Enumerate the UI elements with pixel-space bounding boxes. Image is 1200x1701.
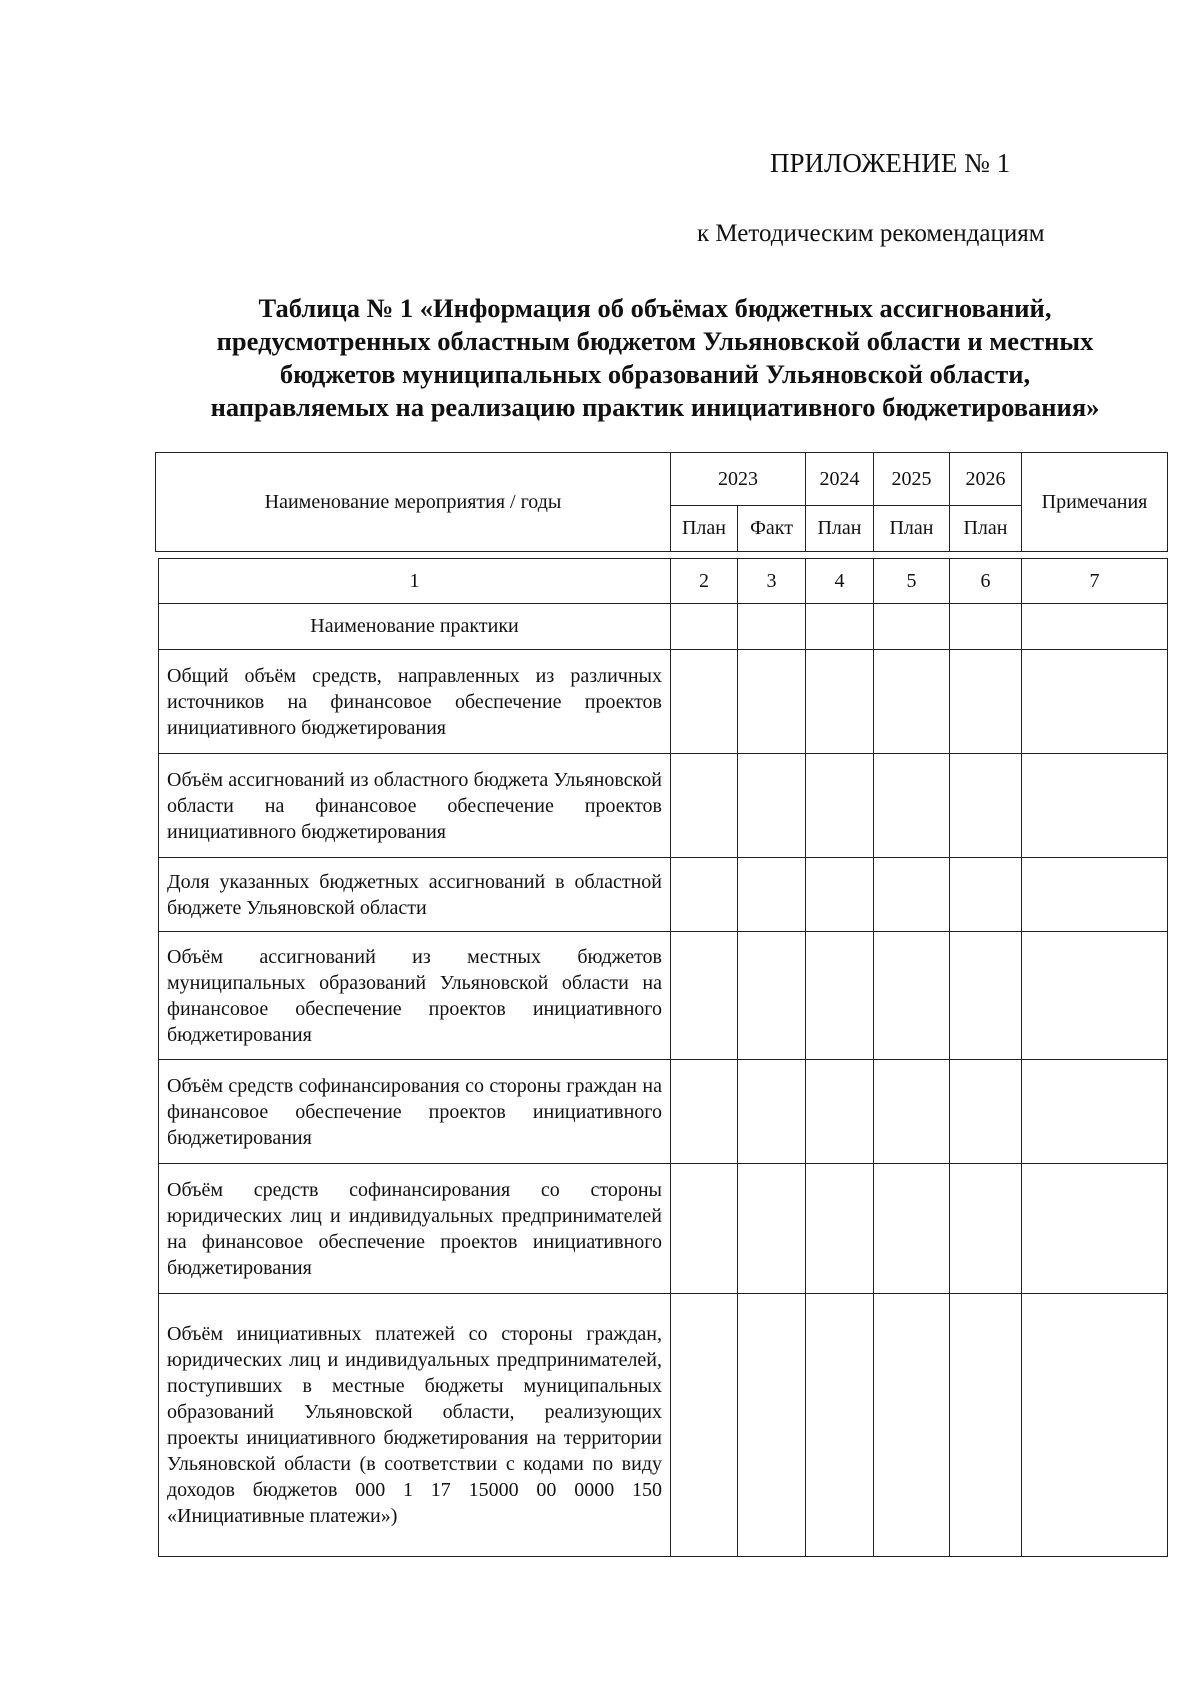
table-row (159, 650, 1168, 754)
year-2025: 2025 (874, 453, 950, 506)
header-table (155, 452, 1168, 552)
table-row (159, 932, 1168, 1060)
col-number-2: 2 (671, 559, 738, 604)
sub-header-fact-2023: Факт (738, 506, 806, 552)
table-row (159, 1294, 1168, 1557)
sub-header-plan-2026: План (950, 506, 1022, 552)
year-2026: 2026 (950, 453, 1022, 506)
table-row (159, 858, 1168, 932)
table-row (159, 754, 1168, 858)
row-label-5: Объём средств софинансирования со стороны граждан на финансовое обеспечение проектов инициативного бюджетирования (159, 1060, 671, 1164)
row-label-7: Объём инициативных платежей со стороны граждан, юридических лиц и индивидуальных предпринимателей, поступивших в местные бюджеты муниципальных образований Ульяновской области, реализующих проекты инициативного бюджетирования на территории Ульяновской области (в соответствии с кодами по виду доходов бюджетов 000 1 17 15000 00 0000 150 «Инициативные платежи») (159, 1294, 671, 1557)
table-title (150, 292, 1160, 424)
title-line-1: Таблица № 1 «Информация об объёмах бюджетных ассигнований, (258, 293, 1052, 323)
title-line-4: направляемых на реализацию практик инициативного бюджетирования» (210, 392, 1100, 422)
table-row (159, 604, 1168, 650)
sub-header-plan-2023: План (671, 506, 738, 552)
row-label-6: Объём средств софинансирования со стороны юридических лиц и индивидуальных предпринимателей на финансовое обеспечение проектов инициативного бюджетирования (159, 1164, 671, 1294)
notes-header: Примечания (1022, 453, 1168, 552)
sub-header-plan-2024: План (806, 506, 874, 552)
practice-name-cell: Наименование практики (159, 604, 671, 650)
appendix-subtitle: к Методическим рекомендациям (697, 220, 1045, 247)
row-label-1: Общий объём средств, направленных из различных источников на финансовое обеспечение проектов инициативного бюджетирования (159, 650, 671, 754)
col-number-6: 6 (950, 559, 1022, 604)
sub-header-plan-2025: План (874, 506, 950, 552)
row-label-2: Объём ассигнований из областного бюджета Ульяновской области на финансовое обеспечение проектов инициативного бюджетирования (159, 754, 671, 858)
row-label-4: Объём ассигнований из местных бюджетов муниципальных образований Ульяновской области на финансовое обеспечение проектов инициативного бюджетирования (159, 932, 671, 1060)
col-number-5: 5 (874, 559, 950, 604)
body-table (158, 558, 1168, 1557)
year-2024: 2024 (806, 453, 874, 506)
col-number-3: 3 (738, 559, 806, 604)
col-number-4: 4 (806, 559, 874, 604)
col-number-1: 1 (159, 559, 671, 604)
appendix-label: ПРИЛОЖЕНИЕ № 1 (770, 148, 1011, 178)
table-row (159, 1164, 1168, 1294)
year-2023: 2023 (671, 453, 806, 506)
col-number-7: 7 (1022, 559, 1168, 604)
title-line-2: предусмотренных областным бюджетом Ульяновской области и местных (216, 326, 1094, 356)
row-label-3: Доля указанных бюджетных ассигнований в областной бюджете Ульяновской области (159, 858, 671, 932)
col-name-header: Наименование мероприятия / годы (156, 453, 671, 552)
table-row (159, 1060, 1168, 1164)
title-line-3: бюджетов муниципальных образований Ульяновской области, (279, 359, 1031, 389)
